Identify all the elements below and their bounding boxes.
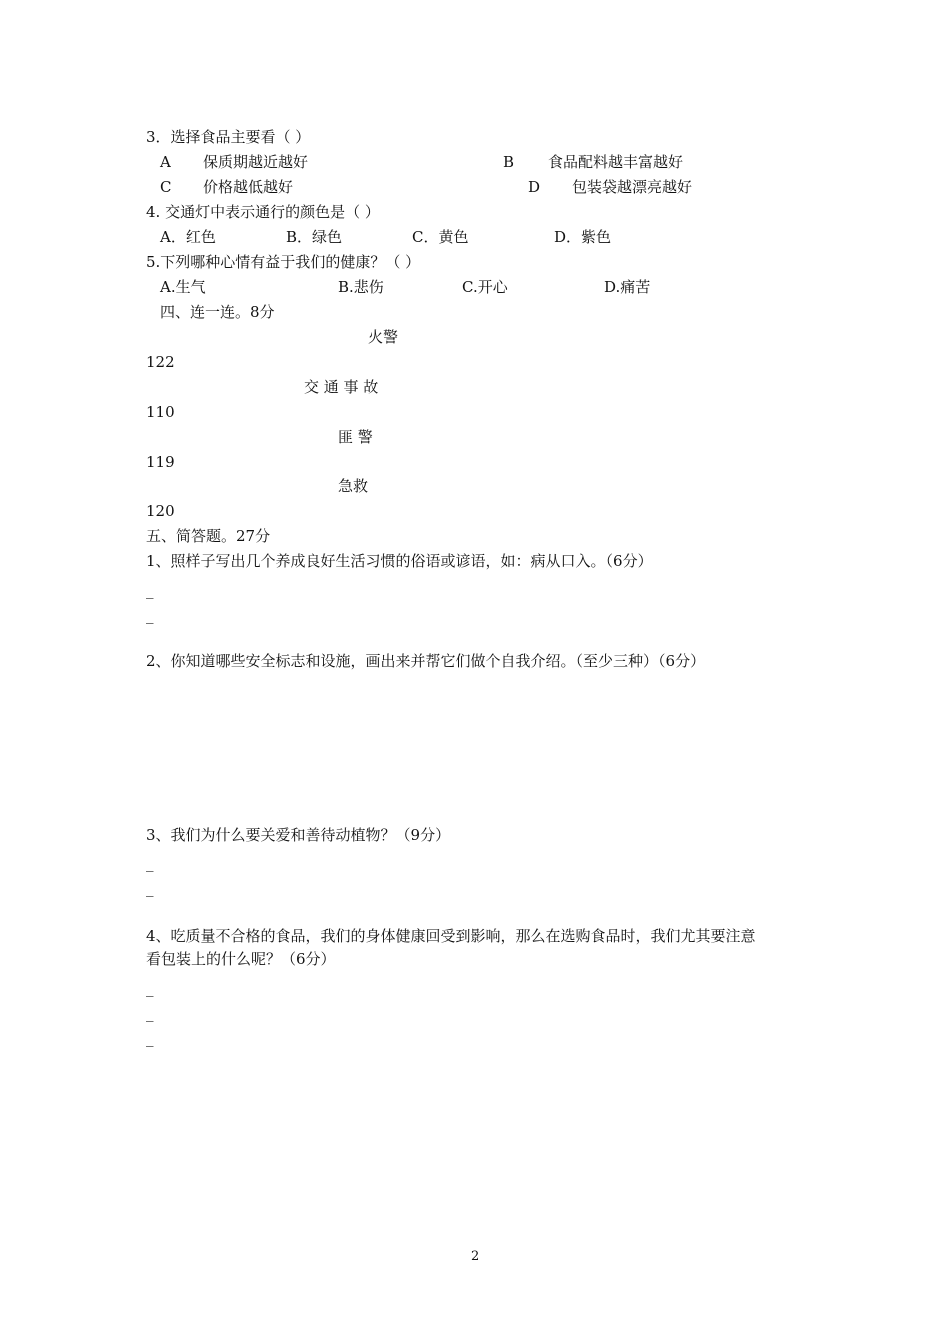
- q3-option-c-letter: C: [160, 178, 172, 196]
- match-number-122: 122: [146, 353, 175, 371]
- match-number-120: 120: [146, 502, 175, 520]
- q5-option-a: A.生气: [160, 278, 206, 296]
- section4-heading: 四、连一连。8分: [160, 303, 275, 321]
- section5-question-1: 1、照样子写出几个养成良好生活习惯的俗语或谚语，如：病从口入。（6分）: [146, 552, 653, 570]
- q3-option-a-text: 保质期越近越好: [203, 153, 309, 171]
- answer-blank-line: _: [146, 606, 154, 624]
- q3-option-d-letter: D: [528, 178, 541, 196]
- page-number: 2: [471, 1249, 480, 1264]
- q4-option-c: C．黄色: [412, 228, 469, 246]
- q4-option-d: D．紫色: [554, 228, 612, 246]
- section5-heading: 五、简答题。27分: [146, 527, 271, 545]
- match-label-ambulance: 急救: [338, 477, 369, 495]
- q3-option-b-letter: B: [503, 153, 515, 171]
- q3-option-c-text: 价格越低越好: [203, 178, 294, 196]
- q4-option-b: B．绿色: [286, 228, 343, 246]
- q4-option-a: A．红色: [160, 228, 216, 246]
- q3-stem: 3．选择食品主要看（ ）: [146, 128, 311, 146]
- section5-question-4-line2: 看包装上的什么呢？（6分）: [146, 950, 336, 968]
- section5-question-3: 3、我们为什么要关爱和善待动植物？（9分）: [146, 826, 451, 844]
- section5-question-2: 2、你知道哪些安全标志和设施，画出来并帮它们做个自我介绍。（至少三种）（6分）: [146, 652, 706, 670]
- answer-blank-line: _: [146, 879, 154, 897]
- q5-stem: 5.下列哪种心情有益于我们的健康？（ ）: [146, 253, 421, 271]
- q5-option-c: C.开心: [462, 278, 508, 296]
- q3-option-b-text: 食品配料越丰富越好: [548, 153, 684, 171]
- q3-option-d-text: 包装袋越漂亮越好: [572, 178, 693, 196]
- match-number-110: 110: [146, 403, 175, 421]
- match-number-119: 119: [146, 453, 175, 471]
- q5-option-d: D.痛苦: [604, 278, 651, 296]
- q5-option-b: B.悲伤: [338, 278, 384, 296]
- answer-blank-line: _: [146, 979, 154, 997]
- match-label-fire: 火警: [368, 328, 399, 346]
- section5-question-4-line1: 4、吃质量不合格的食品，我们的身体健康回受到影响，那么在选购食品时，我们尤其要注意: [146, 927, 756, 945]
- q4-stem: 4. 交通灯中表示通行的颜色是（ ）: [146, 203, 380, 221]
- answer-blank-line: _: [146, 854, 154, 872]
- answer-blank-line: _: [146, 1029, 154, 1047]
- answer-blank-line: _: [146, 1004, 154, 1022]
- q3-option-a-letter: A: [160, 153, 171, 171]
- answer-blank-line: _: [146, 581, 154, 599]
- match-label-traffic-accident: 交 通 事 故: [304, 378, 379, 396]
- match-label-police: 匪 警: [338, 428, 373, 446]
